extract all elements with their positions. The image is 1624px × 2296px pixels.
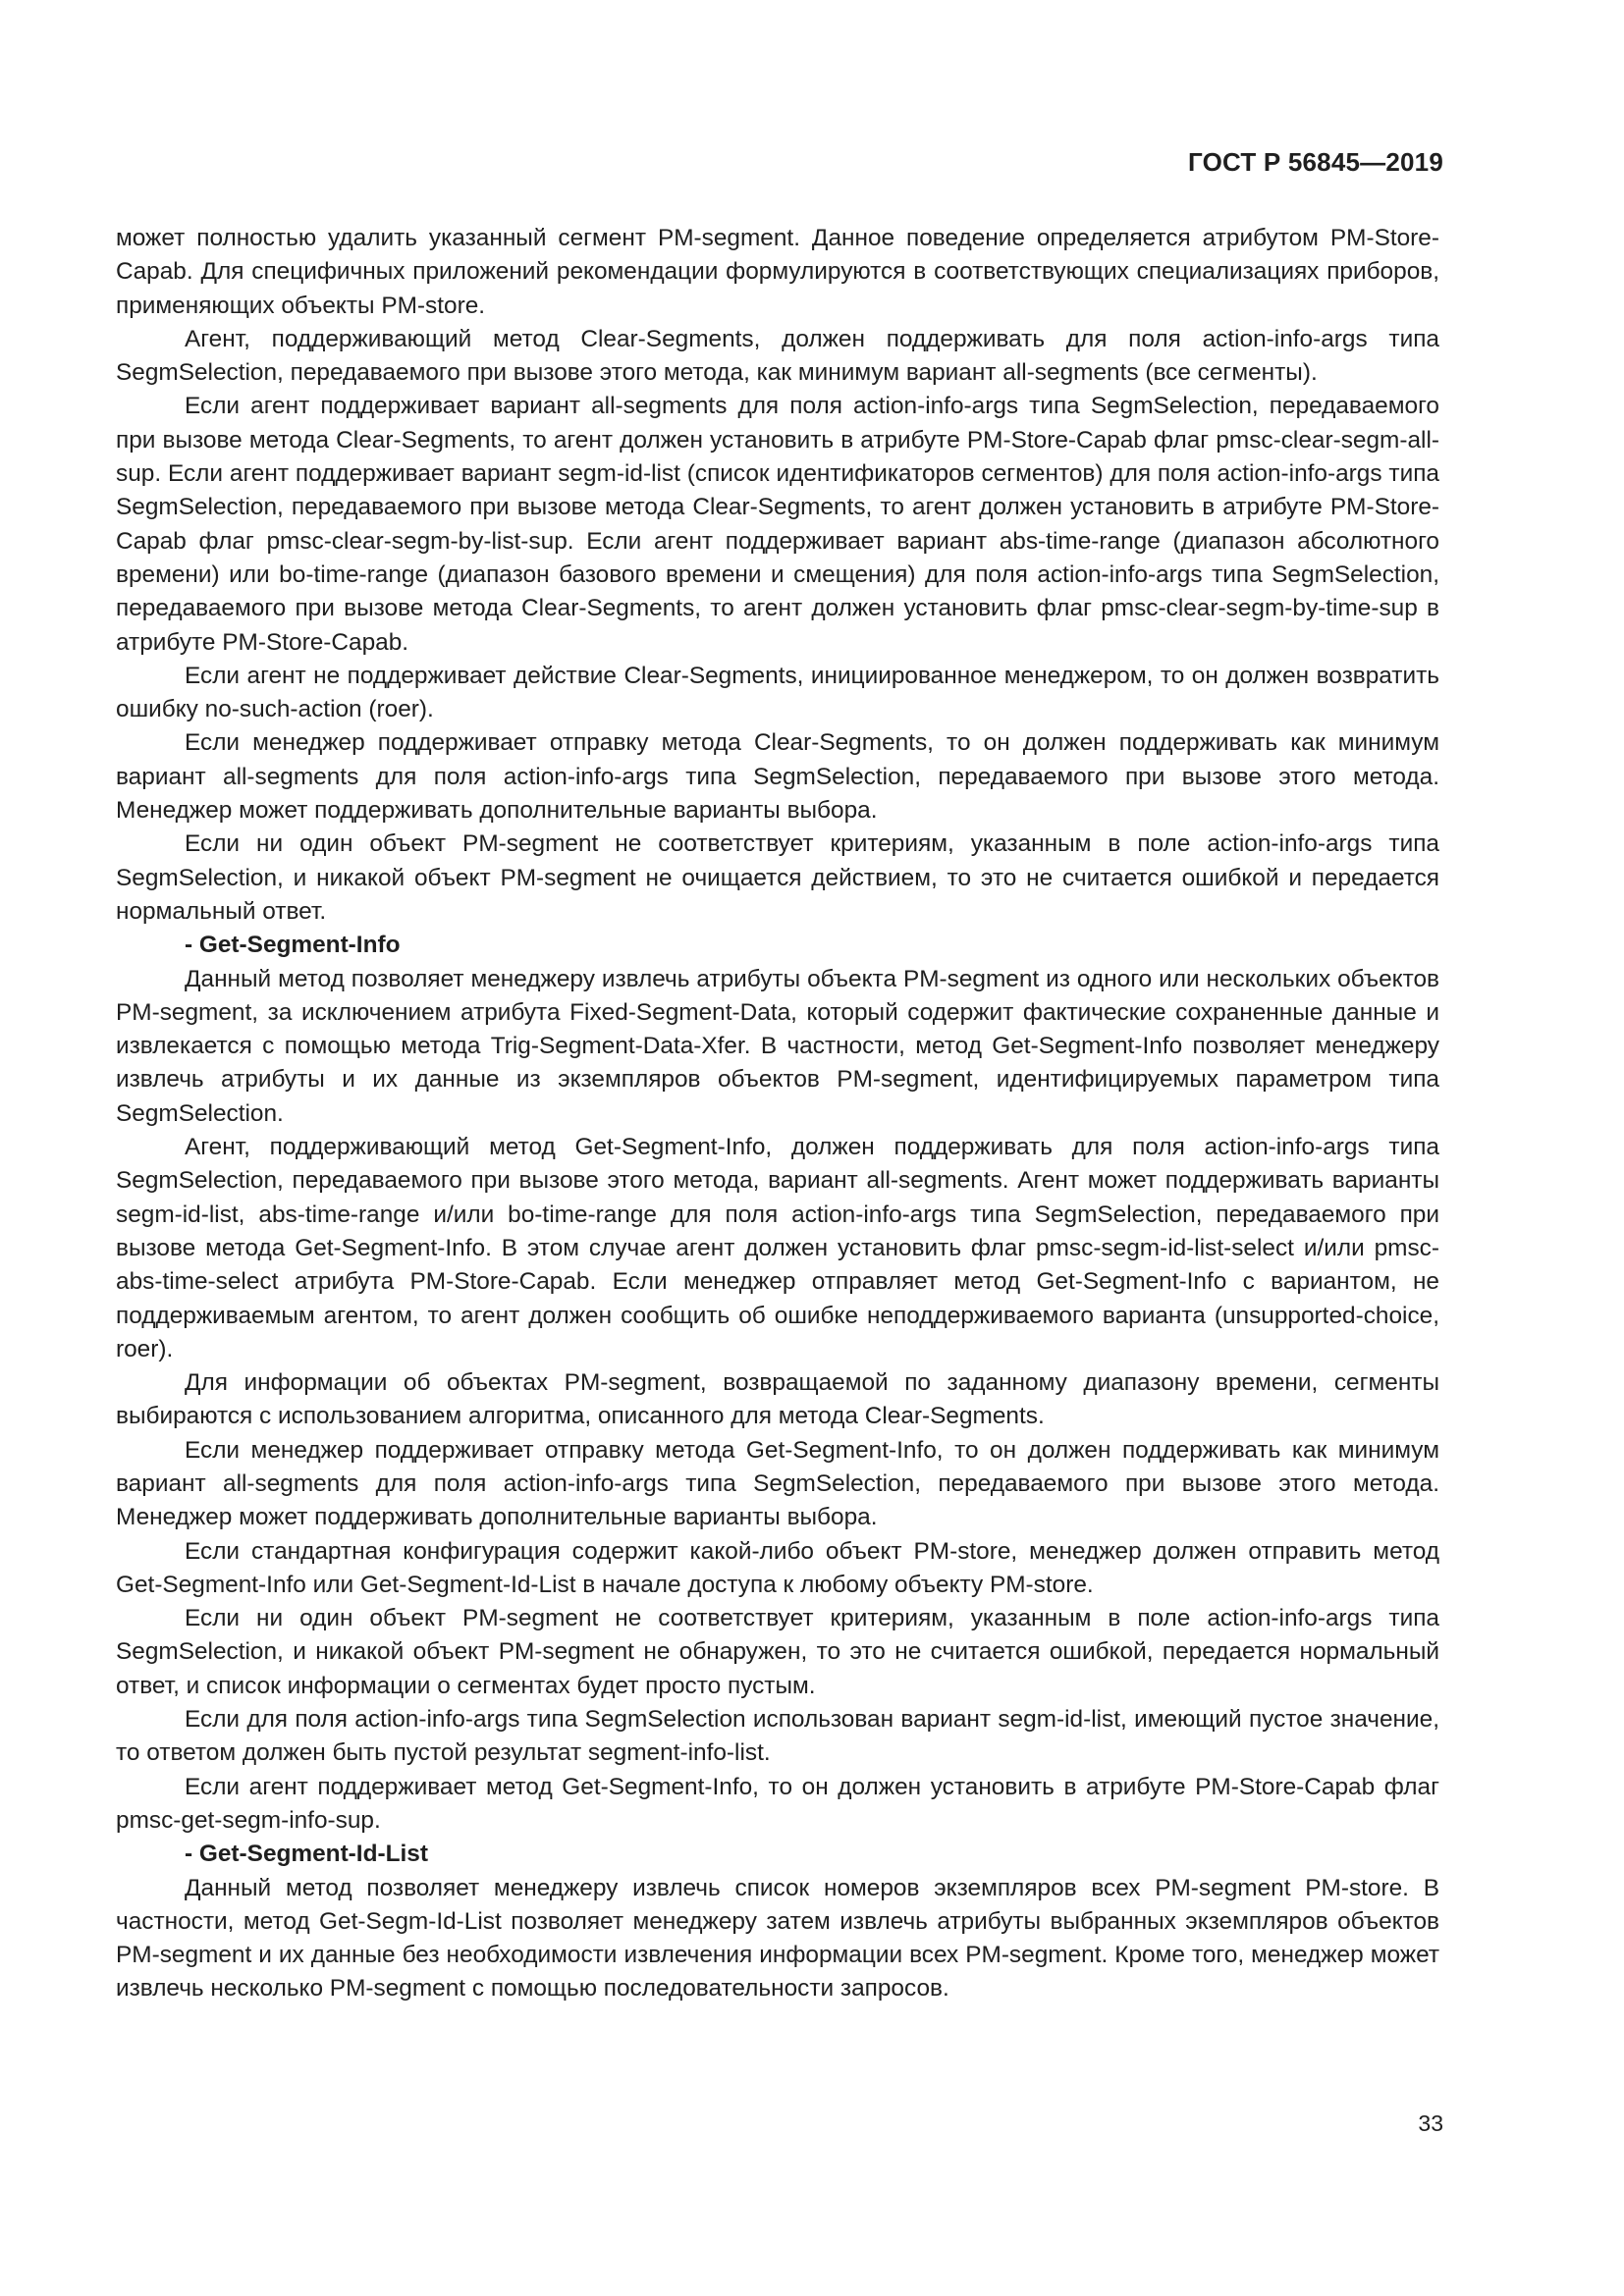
section-heading-get-segment-id-list: - Get-Segment-Id-List bbox=[185, 1841, 428, 1868]
paragraph: Если агент поддерживает метод Get-Segment-Info, то он должен установить в атрибуте PM-Store-Capab флаг pmsc-get-segm-info-sup. bbox=[116, 1773, 1439, 1834]
section-heading-get-segment-info: - Get-Segment-Info bbox=[185, 932, 401, 959]
paragraph: Если агент не поддерживает действие Clear-Segments, инициированное менеджером, то он должен возвратить ошибку no-such-action (roer). bbox=[116, 662, 1439, 723]
paragraph: Агент, поддерживающий метод Get-Segment-Info, должен поддерживать для поля action-info-args типа SegmSelection, передаваемого при вызове этого метода, вариант all-segments. Агент может поддерживать варианты segm-id-list, abs-time-range и/или bo-time-range для поля action-info-args типа SegmSelection, передаваемого при вызове метода Get-Segment-Info. В этом случае агент должен установить флаг pmsc-segm-id-list-select и/или pmsc-abs-time-select атрибута PM-Store-Capab. Если менеджер отправляет метод Get-Segment-Info с вариантом, не поддерживаемым агентом, то агент должен сообщить об ошибке неподдерживаемого варианта (unsupported-choice, roer). bbox=[116, 1134, 1439, 1362]
paragraph: Если менеджер поддерживает отправку метода Get-Segment-Info, то он должен поддерживать как минимум вариант all-segments для поля action-info-args типа SegmSelection, передаваемого при вызове этого метода. Менеджер может поддерживать дополнительные варианты выбора. bbox=[116, 1436, 1439, 1531]
paragraph: Если ни один объект PM-segment не соответствует критериям, указанным в поле action-info-args типа SegmSelection, и никакой объект PM-segment не обнаружен, то это не считается ошибкой, передается нормальный ответ, и список информации о сегментах будет просто пустым. bbox=[116, 1605, 1439, 1699]
document-body bbox=[116, 222, 1439, 2006]
paragraph: Если стандартная конфигурация содержит какой-либо объект PM-store, менеджер должен отправить метод Get-Segment-Info или Get-Segment-Id-List в начале доступа к любому объекту PM-store. bbox=[116, 1537, 1439, 1598]
paragraph: Данный метод позволяет менеджеру извлечь атрибуты объекта PM-segment из одного или нескольких объектов PM-segment, за исключением атрибута Fixed-Segment-Data, который содержит фактические сохраненные данные и извлекается с помощью метода Trig-Segment-Data-Xfer. В частности, метод Get-Segment-Info позволяет менеджеру извлечь атрибуты и их данные из экземпляров объектов PM-segment, идентифицируемых параметром типа SegmSelection. bbox=[116, 965, 1439, 1127]
paragraph: Агент, поддерживающий метод Clear-Segments, должен поддерживать для поля action-info-args типа SegmSelection, передаваемого при вызове этого метода, как минимум вариант all-segments (все сегменты). bbox=[116, 325, 1439, 387]
paragraph: Если для поля action-info-args типа SegmSelection использован вариант segm-id-list, имеющий пустое значение, то ответом должен быть пустой результат segment-info-list. bbox=[116, 1706, 1439, 1767]
paragraph: Для информации об объектах PM-segment, возвращаемой по заданному диапазону времени, сегменты выбираются с использованием алгоритма, описанного для метода Clear-Segments. bbox=[116, 1369, 1439, 1430]
paragraph: Если ни один объект PM-segment не соответствует критериям, указанным в поле action-info-args типа SegmSelection, и никакой объект PM-segment не очищается действием, то это не считается ошибкой и передается нормальный ответ. bbox=[116, 830, 1439, 925]
page-number: 33 bbox=[1418, 2110, 1443, 2136]
paragraph: может полностью удалить указанный сегмент PM-segment. Данное поведение определяется атрибутом PM-Store-Capab. Для специфичных приложений рекомендации формулируются в соответствующих специализациях приборов, применяющих объекты PM-store. bbox=[116, 225, 1439, 319]
paragraph: Если менеджер поддерживает отправку метода Clear-Segments, то он должен поддерживать как минимум вариант all-segments для поля action-info-args типа SegmSelection, передаваемого при вызове этого метода. Менеджер может поддерживать дополнительные варианты выбора. bbox=[116, 729, 1439, 825]
paragraph: Если агент поддерживает вариант all-segments для поля action-info-args типа SegmSelection, передаваемого при вызове метода Clear-Segments, то агент должен установить в атрибуте PM-Store-Capab флаг pmsc-clear-segm-all-sup. Если агент поддерживает вариант segm-id-list (список идентификаторов сегментов) для поля action-info-args типа SegmSelection, передаваемого при вызове метода Clear-Segments, то агент должен установить в атрибуте PM-Store-Capab флаг pmsc-clear-segm-by-list-sup. Если агент поддерживает вариант abs-time-range (диапазон абсолютного времени) или bo-time-range (диапазон базового времени и смещения) для поля action-info-args типа SegmSelection, передаваемого при вызове метода Clear-Segments, то агент должен установить флаг pmsc-clear-segm-by-time-sup в атрибуте PM-Store-Capab. bbox=[116, 393, 1439, 656]
paragraph: Данный метод позволяет менеджеру извлечь список номеров экземпляров всех PM-segment PM-store. В частности, метод Get-Segm-Id-List позволяет менеджеру затем извлечь атрибуты выбранных экземпляров объектов PM-segment и их данные без необходимости извлечения информации всех PM-segment. Кроме того, менеджер может извлечь несколько PM-segment с помощью последовательности запросов. bbox=[116, 1874, 1439, 2002]
standard-id-header: ГОСТ Р 56845—2019 bbox=[1188, 147, 1443, 177]
